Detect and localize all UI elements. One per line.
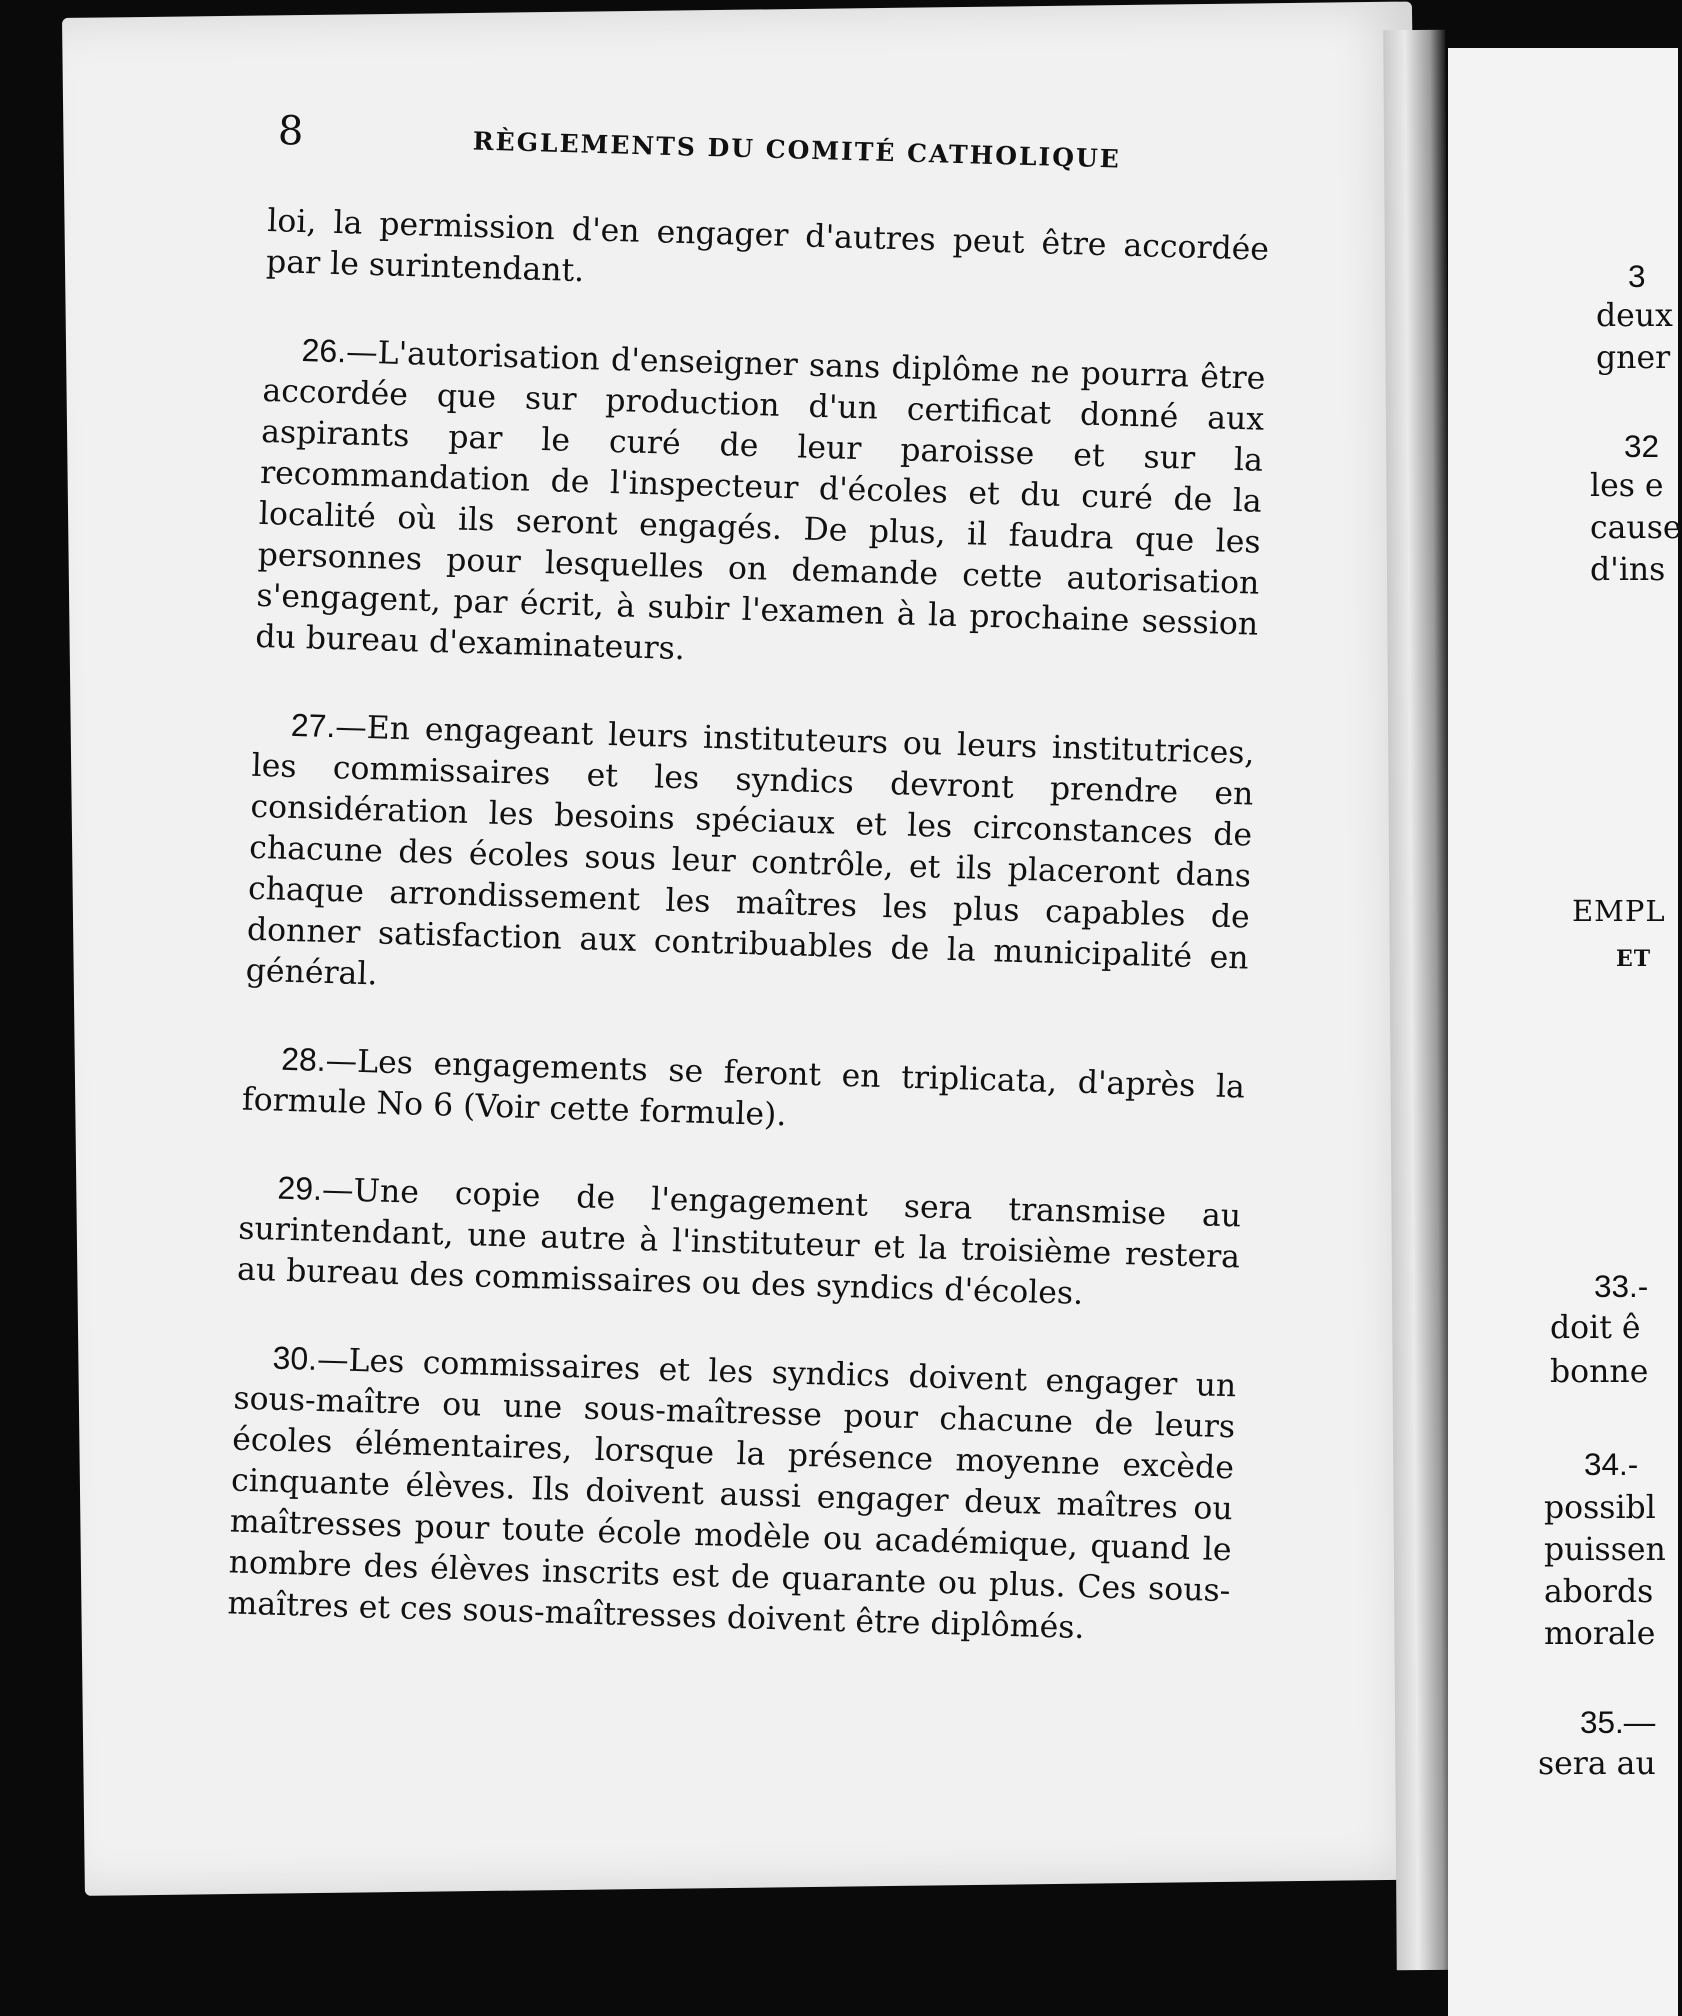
paragraph-continuation (266, 200, 1270, 312)
right-page-heading: EMPL (1572, 894, 1666, 928)
right-page-line: 35.— (1580, 1704, 1656, 1740)
left-page-body (226, 200, 1270, 1699)
paragraph-number: 27. (290, 706, 336, 745)
paragraph-number: 30. (272, 1339, 318, 1377)
right-page-line: cause (1590, 510, 1682, 546)
right-page-line: les e (1590, 468, 1664, 504)
right-page-line: sera au (1538, 1746, 1656, 1782)
paragraph-text: —Les commissaires et les syndics doivent engager un sous-maître ou une sous-maîtresse pour chacune de leurs écoles élémentaires, lorsque la présence moyenne excède cinquante élèves. Ils doivent aussi engager deux maîtres ou maîtresses pour toute école modèle ou académique, quand le nombre des élèves inscrits est de quarante ou plus. Ces sous-maîtres et ces sous-maîtresses doivent être diplômés. (227, 1341, 1237, 1647)
right-page-line: abords (1544, 1574, 1654, 1610)
paragraph-number: 26. (301, 332, 347, 370)
paragraph-30 (227, 1337, 1237, 1654)
right-page-line: d'ins (1590, 552, 1666, 588)
paragraph-text: —En engageant leurs instituteurs ou leurs institutrices, les commissaires et les syndics devront prendre en considération les besoins spéciaux et les circonstances de chacune des écoles sous leur contrôle, et ils placeront dans chaque arrondissement les maîtres les plus capables de donner satisfaction aux contribuables de la municipalité en général. (245, 709, 1255, 993)
running-head-title: RÈGLEMENTS DU COMITÉ CATHOLIQUE (472, 126, 1122, 174)
page-number: 8 (277, 108, 305, 155)
right-page-line: doit ê (1550, 1310, 1641, 1346)
right-page-line: 33.- (1594, 1268, 1649, 1304)
paragraph-26 (255, 329, 1266, 687)
paragraph-text: —Une copie de l'engagement sera transmise au surintendant, une autre à l'instituteur et la troisième restera au bureau des commissaires ou des syndics d'écoles. (236, 1171, 1242, 1312)
paragraph-number: 28. (280, 1040, 327, 1079)
right-page-line: 3 (1628, 258, 1646, 294)
paragraph-text: —Les engagements se feront en triplicata, d'après la formule No 6 (Voir cette formule). (241, 1043, 1246, 1134)
right-page-line: gner (1596, 340, 1671, 376)
right-page-line: 32 (1624, 428, 1660, 464)
right-page-line: morale (1544, 1616, 1656, 1652)
running-head (277, 108, 1278, 182)
paragraph-number: 29. (277, 1169, 323, 1207)
right-page-subheading: ET (1616, 946, 1652, 972)
right-page-line: puissen (1544, 1532, 1666, 1568)
right-page-line: bonne (1550, 1354, 1649, 1390)
paragraph-text: —L'autorisation d'enseigner sans diplôme ne pourra être accordée que sur production d'un certificat donné aux aspirants par le curé de leur paroisse et sur la recommandation de l'inspecteur d'écoles et du curé de la localité où ils seront engagés. De plus, il faudra que les personnes pour lesquelles on demande cette autorisation s'engagent, par écrit, à subir l'examen à la prochaine session du bureau d'examinateurs. (254, 334, 1266, 668)
right-page-line: 34.- (1584, 1446, 1639, 1482)
right-page-line: possibl (1544, 1490, 1656, 1526)
paragraph-text: loi, la permission d'en engager d'autres peut être accordée par le surintendant. (265, 202, 1270, 290)
paragraph-29 (237, 1167, 1242, 1320)
right-page-line: deux (1596, 298, 1673, 334)
paragraph-27 (245, 704, 1255, 1021)
paragraph-28 (241, 1038, 1245, 1150)
